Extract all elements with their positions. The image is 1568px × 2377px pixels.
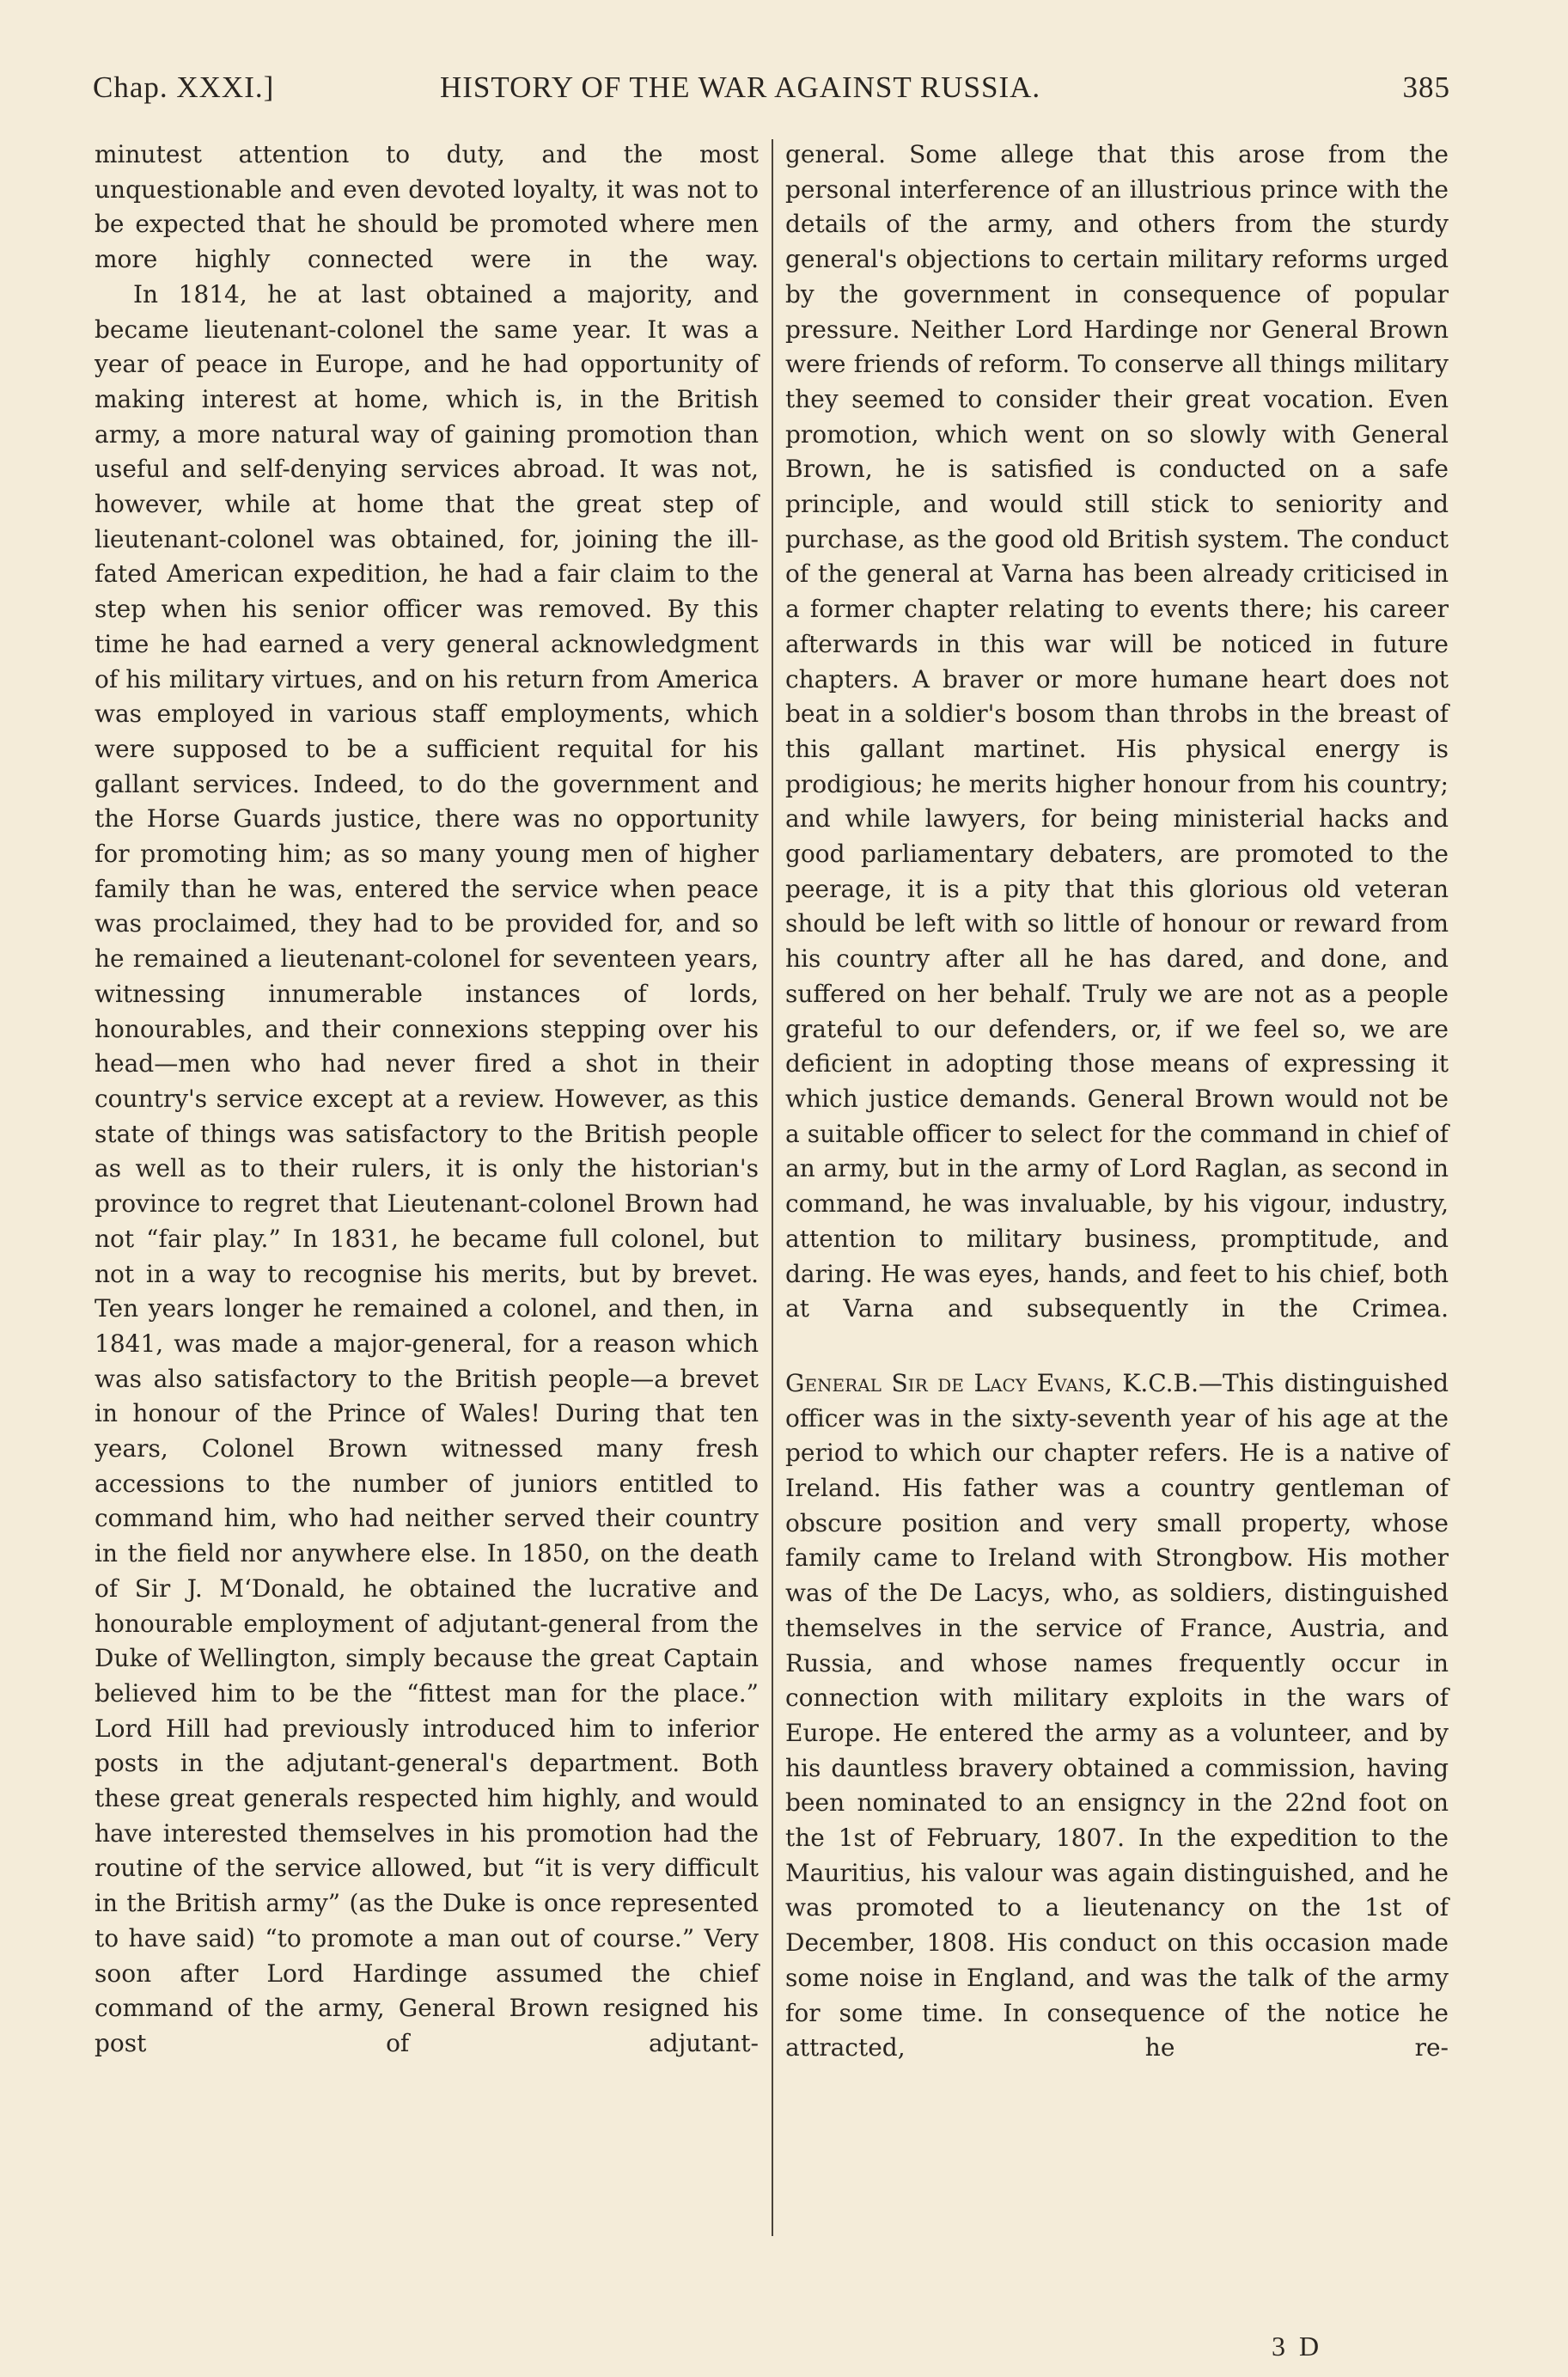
left-column — [95, 137, 759, 2062]
section-spacer — [785, 1327, 1449, 1366]
page-number: 385 — [1402, 70, 1450, 104]
right-column — [785, 137, 1449, 2066]
section-text: —This distinguished officer was in the sixty-seventh year of his age at the period to which our chapter refers. He is a native of Ireland. His father was a country gentleman of obscure position and very small property, whose family came to Ireland with Strongbow. His mother was of the De Lacys, who, as soldiers, distinguished themselves in the service of France, Austria, and Russia, and whose names frequently occur in connection with military exploits in the wars of Europe. He entered the army as a volunteer, and by his dauntless bravery obtained a commission, having been nominated to an ensigncy in the 22nd foot on the 1st of February, 1807. In the expedition to the Mauritius, his valour was again distinguished, and he was promoted to a lieutenancy on the 1st of December, 1808. His conduct on this occasion made some noise in England, and was the talk of the army for some time. In consequence of the notice he attracted, he re- — [785, 1368, 1449, 2062]
signature-mark: 3 D — [1272, 2331, 1323, 2362]
chapter-label: Chap. XXXI.] — [93, 70, 275, 104]
right-para-continuation: general. Some allege that this arose from the personal interference of an illustrious prince with the details of the army, and others from the sturdy general's objections to certain military reforms urged by the government in consequence of popular pressure. Neither Lord Hardinge nor General Brown were friends of reform. To conserve all things military they seemed to consider their great vocation. Even promotion, which went on so slowly with General Brown, he is satisfied is conducted on a safe principle, and would still stick to seniority and purchase, as the good old British system. The conduct of the general at Varna has been already criticised in a former chapter relating to events there; his career afterwards in this war will be noticed in future chapters. A braver or more humane heart does not beat in a soldier's bosom than throbs in the breast of this gallant martinet. His physical energy is prodigious; he merits higher honour from his country; and while lawyers, for being ministerial hacks and good parliamentary debaters, are promoted to the peerage, it is a pity that this glorious old veteran should be left with so little of honour or reward from his country after all he has dared, and done, and suffered on her behalf. Truly we are not as a people grateful to our defenders, or, if we feel so, we are deficient in adopting those means of expressing it which justice demands. General Brown would not be a suitable officer to select for the command in chief of an army, but in the army of Lord Raglan, as second in command, he was invaluable, by his vigour, industry, attention to military business, promptitude, and daring. He was eyes, hands, and feet to his chief, both at Varna and subsequently in the Crimea. — [785, 140, 1449, 1323]
right-para-evans — [785, 1366, 1449, 2066]
column-divider — [772, 139, 773, 2236]
running-head — [93, 70, 1450, 105]
section-heading: General Sir de Lacy Evans, K.C.B. — [785, 1368, 1199, 1397]
running-title: HISTORY OF THE WAR AGAINST RUSSIA. — [440, 70, 1041, 104]
left-para-1814: In 1814, he at last obtained a majority, and became lieutenant-colonel the same year. It was a year of peace in Europe, and he had opportunity of making interest at home, which is, in the British army, a more natural way of gaining promotion than useful and self-denying services abroad. It was not, however, while at home that the great step of lieutenant-colonel was obtained, for, joining the ill-fated American expedition, he had a fair claim to the step when his senior officer was removed. By this time he had earned a very general acknowledgment of his military virtues, and on his return from America was employed in various staff employments, which were supposed to be a sufficient requital for his gallant services. Indeed, to do the government and the Horse Guards justice, there was no opportunity for promoting him; as so many young men of higher family than he was, entered the service when peace was proclaimed, they had to be provided for, and so he remained a lieutenant-colonel for seventeen years, witnessing innumerable instances of lords, honourables, and their connexions stepping over his head—men who had never fired a shot in their country's service except at a review. However, as this state of things was satisfactory to the British people as well as to their rulers, it is only the historian's province to regret that Lieutenant-colonel Brown had not “fair play.” In 1831, he became full colonel, but not in a way to recognise his merits, but by brevet. Ten years longer he remained a colonel, and then, in 1841, was made a major-general, for a reason which was also satisfactory to the British people—a brevet in honour of the Prince of Wales! During that ten years, Colonel Brown witnessed many fresh accessions to the number of juniors entitled to command him, who had neither served their country in the field nor anywhere else. In 1850, on the death of Sir J. M‘Donald, he obtained the lucrative and honourable employment of adjutant-general from the Duke of Wellington, simply because the great Captain believed him to be the “fittest man for the place.” Lord Hill had previously introduced him to inferior posts in the adjutant-general's department. Both these great generals respected him highly, and would have interested themselves in his promotion had the routine of the service allowed, but “it is very difficult in the British army” (as the Duke is once represented to have said) “to promote a man out of course.” Very soon after Lord Hardinge assumed the chief command of the army, General Brown resigned his post of adjutant- — [95, 279, 759, 2057]
left-para-continuation: minutest attention to duty, and the most unquestionable and even devoted loyalty, it was not to be expected that he should be promoted where men more highly connected were in the way. — [95, 140, 759, 274]
